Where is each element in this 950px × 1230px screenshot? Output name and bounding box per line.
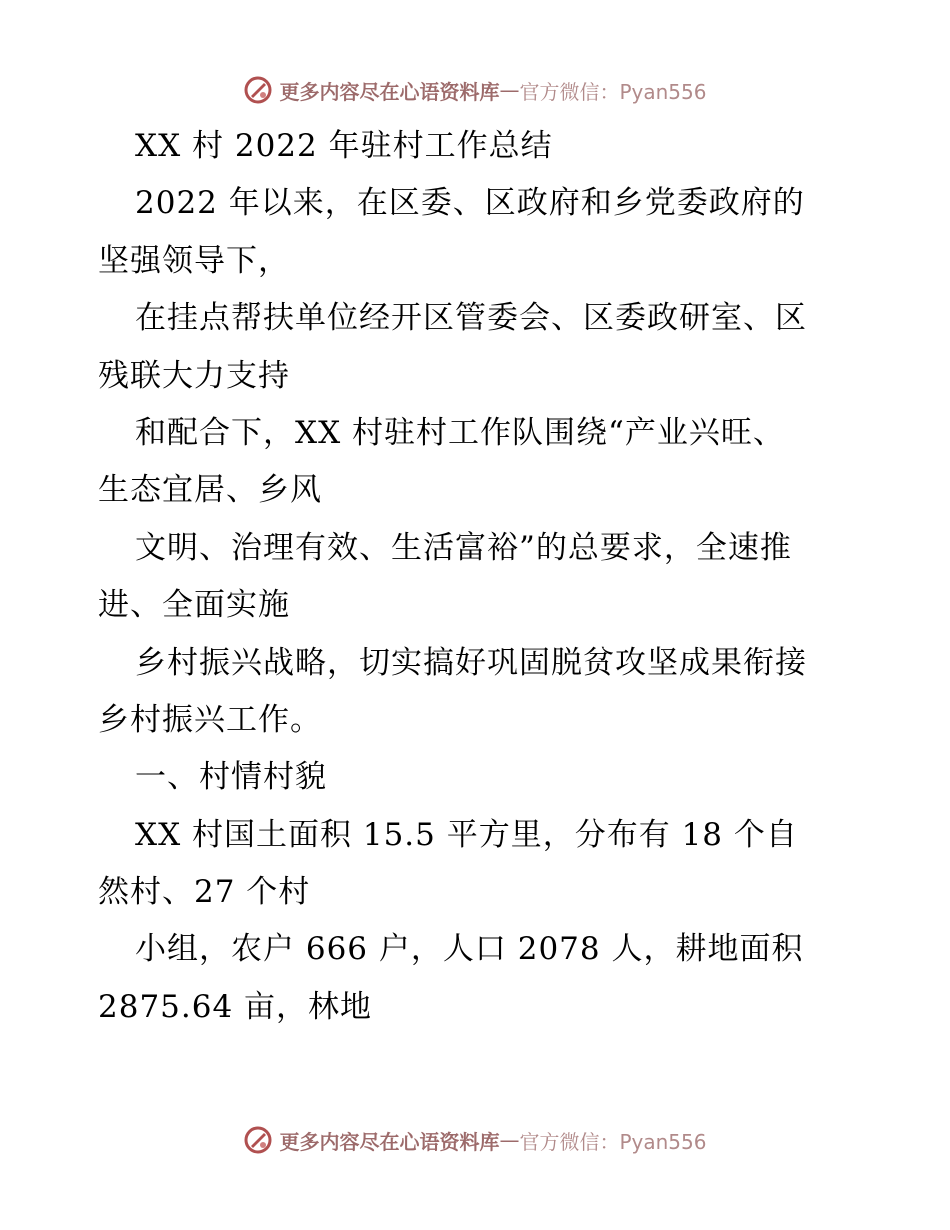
brand-separator: — bbox=[499, 78, 520, 102]
text-line: 乡村振兴工作。 bbox=[98, 701, 322, 738]
wechat-id: 官方微信：Pyan556 bbox=[519, 1129, 707, 1154]
text-line: 坚强领导下， bbox=[98, 242, 290, 279]
text-line: 然村、27 个村 bbox=[98, 874, 311, 911]
text-line: 生态宜居、乡风 bbox=[98, 472, 322, 509]
text-line: 和配合下，XX 村驻村工作队围绕“产业兴旺、 bbox=[135, 414, 785, 451]
footer-watermark bbox=[0, 1120, 950, 1160]
brand-logo-icon bbox=[243, 75, 273, 105]
brand-text: 更多内容尽在心语资料库 bbox=[279, 1129, 500, 1154]
text-line: 2022 年以来，在区委、区政府和乡党委政府的 bbox=[135, 185, 805, 222]
text-line: 文明、治理有效、生活富裕”的总要求，全速推 bbox=[135, 529, 792, 566]
text-line: 2875.64 亩，林地 bbox=[98, 988, 373, 1025]
header-watermark bbox=[0, 70, 950, 110]
text-line: XX 村国土面积 15.5 平方里，分布有 18 个自 bbox=[135, 816, 798, 853]
document-body bbox=[98, 118, 858, 1036]
document-title: XX 村 2022 年驻村工作总结 bbox=[135, 128, 553, 164]
brand-logo-icon bbox=[243, 1125, 273, 1155]
text-line: 在挂点帮扶单位经开区管委会、区委政研室、区 bbox=[135, 300, 807, 337]
text-line: 乡村振兴战略，切实搞好巩固脱贫攻坚成果衔接 bbox=[135, 644, 807, 681]
text-line: 小组，农户 666 户，人口 2078 人，耕地面积 bbox=[135, 931, 804, 968]
text-line: 残联大力支持 bbox=[98, 357, 290, 394]
text-line: 进、全面实施 bbox=[98, 587, 290, 624]
brand-separator: — bbox=[499, 1128, 520, 1152]
text-line: 一、村情村貌 bbox=[135, 759, 327, 796]
brand-text: 更多内容尽在心语资料库 bbox=[279, 79, 500, 104]
wechat-id: 官方微信：Pyan556 bbox=[519, 79, 707, 104]
